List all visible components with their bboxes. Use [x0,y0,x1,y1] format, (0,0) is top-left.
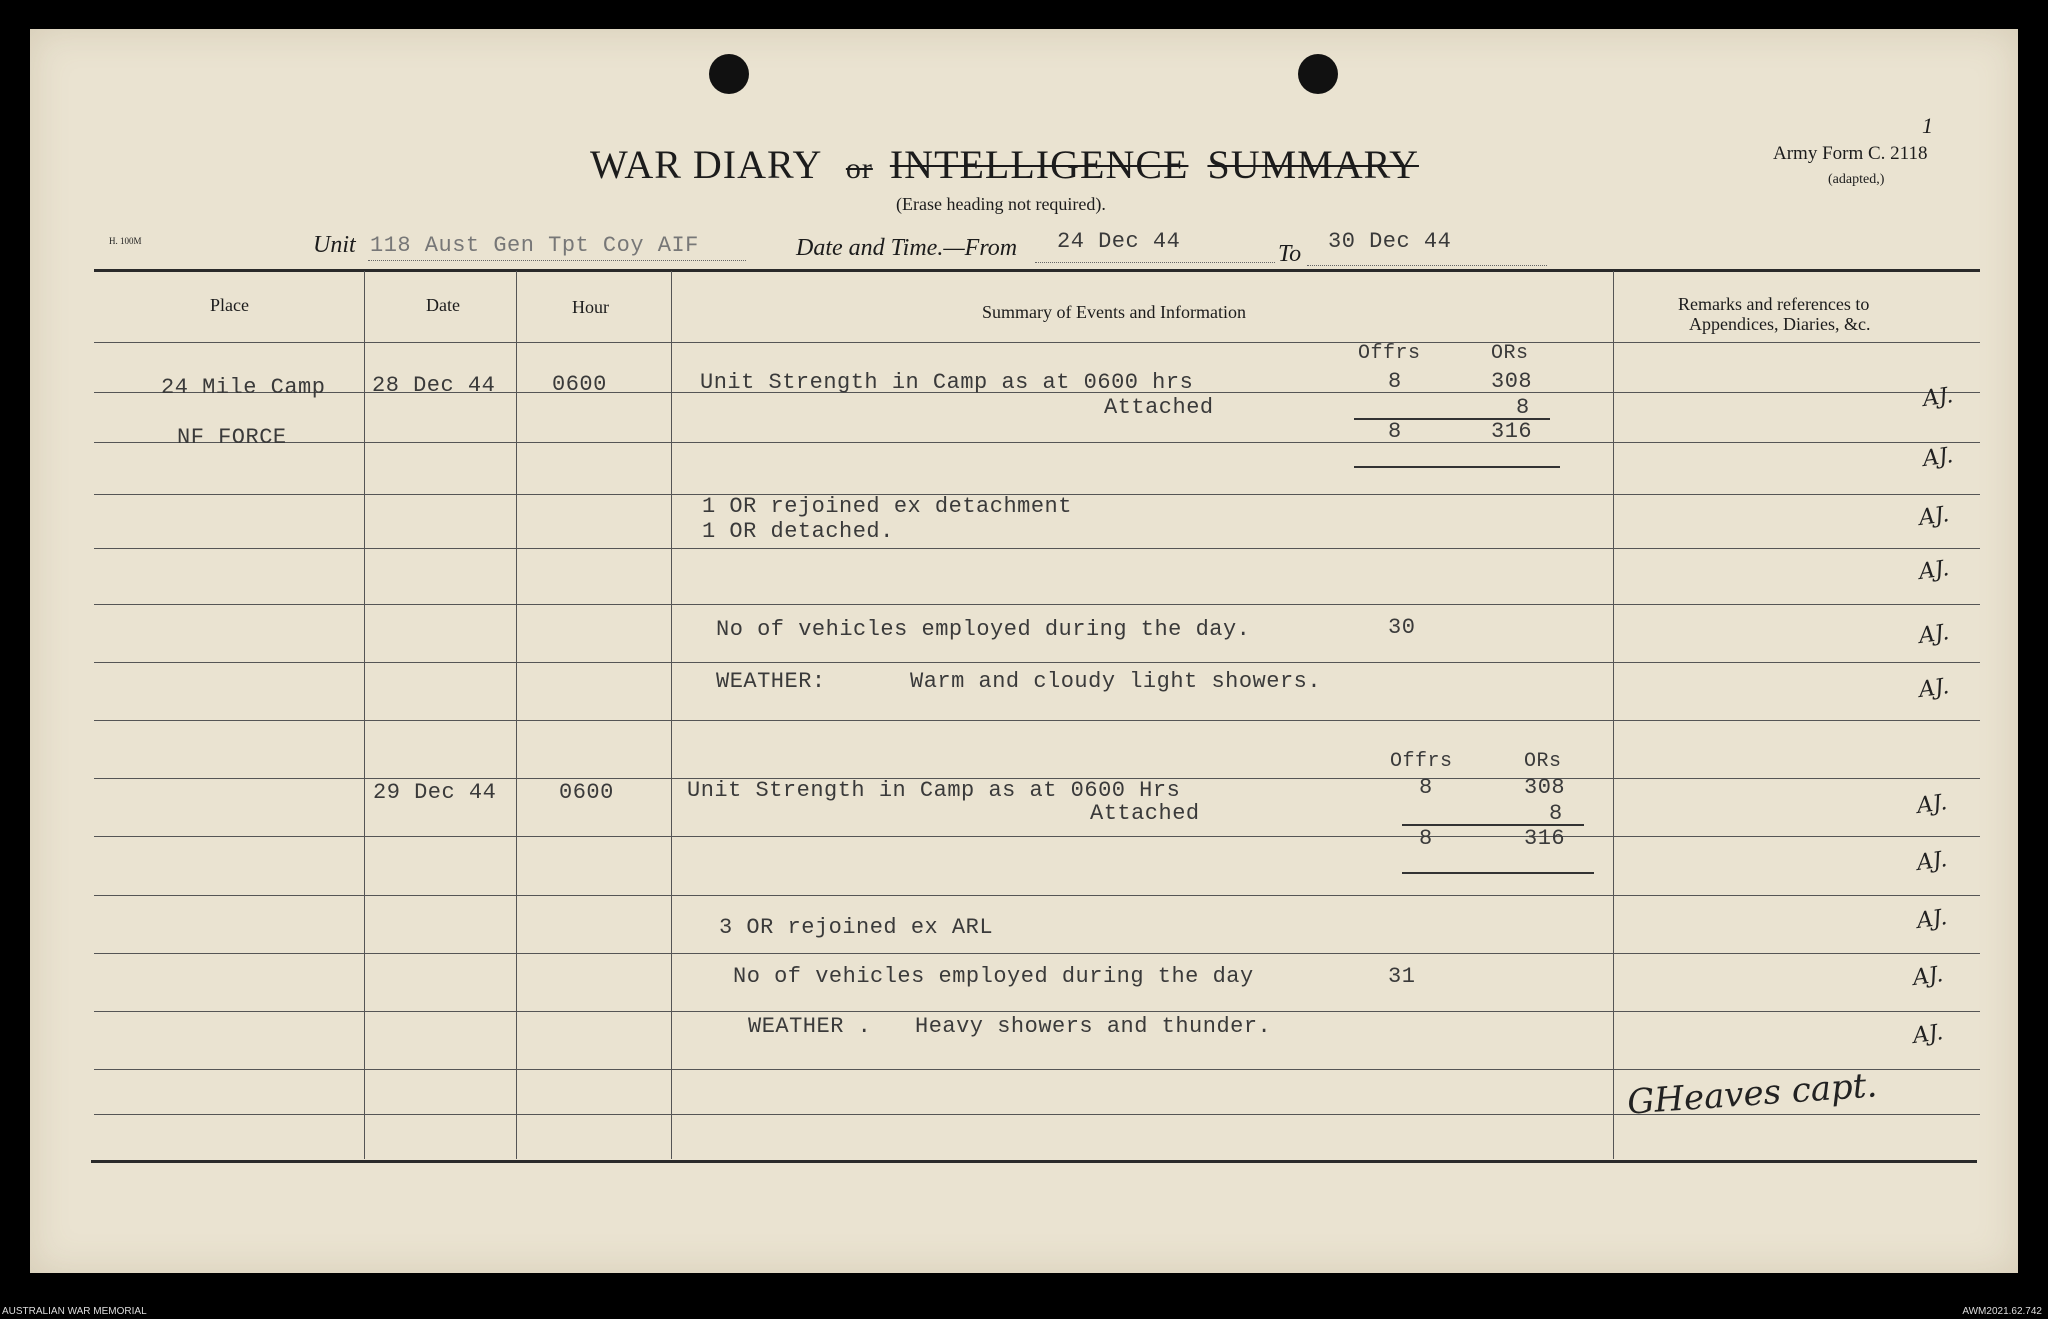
footer-archive-name: AUSTRALIAN WAR MEMORIAL [2,1306,147,1317]
entry1-note-rejoined: 1 OR rejoined ex detachment [702,494,1072,519]
entry1-total-ors: 316 [1491,419,1533,444]
erase-note: (Erase heading not required). [896,194,1106,214]
initials-mark: AJ. [1917,556,1951,585]
to-underline [1307,265,1547,266]
print-code: H. 100M [109,236,142,246]
entry2-weather-label: WEATHER . [748,1014,872,1039]
initials-mark: AJ. [1921,443,1955,472]
col-header-place: Place [210,295,249,315]
table-bottom-rule [91,1160,1977,1163]
ruled-line [94,442,1980,443]
ruled-line [94,548,1980,549]
initials-mark: AJ. [1921,383,1955,412]
entry2-total-offrs: 8 [1419,826,1433,851]
entry2-note-rejoined: 3 OR rejoined ex ARL [719,915,994,940]
initials-mark: AJ. [1917,620,1951,649]
to-date: 30 Dec 44 [1328,229,1452,254]
ruled-line [94,1069,1980,1070]
entry1-attached: Attached [1104,395,1214,420]
date-time-label: Date and Time.—From [796,235,1018,261]
entry1-ors: 308 [1491,369,1533,394]
entry1-strength-line: Unit Strength in Camp as at 0600 hrs [700,370,1194,395]
entry2-vehicles: No of vehicles employed during the day [733,964,1254,989]
ruled-line [94,662,1980,663]
initials-mark: AJ. [1917,502,1951,531]
ruled-line [94,836,1980,837]
from-underline [1035,262,1275,263]
war-diary-sheet [30,29,2018,1273]
entry1-total-offrs: 8 [1388,419,1402,444]
table-top-rule [94,269,1980,272]
unit-underline [368,260,746,261]
entry1-note-detached: 1 OR detached. [702,519,894,544]
entry1-attached-ors: 8 [1516,395,1530,420]
punch-hole-left [709,54,749,94]
ruled-line [94,342,1980,343]
entry1-date: 28 Dec 44 [372,373,496,398]
ruled-line [94,1011,1980,1012]
entry2-ors: 308 [1524,775,1566,800]
form-adapted: (adapted,) [1828,172,1885,187]
title-summary: SUMMARY [1207,142,1419,187]
entry2-weather: Heavy showers and thunder. [915,1014,1272,1039]
entry2-offrs-heading: Offrs [1390,750,1453,773]
entry1-weather: Warm and cloudy light showers. [910,669,1322,694]
col-header-date: Date [426,295,460,315]
col-divider-date [516,271,517,1159]
entry2-attached: Attached [1090,801,1200,826]
page-number: 1 [1922,113,1933,138]
col-divider-hour [671,271,672,1159]
col-header-remarks-2: Appendices, Diaries, &c. [1689,314,1871,334]
entry2-attached-ors: 8 [1549,801,1563,826]
unit-value: 118 Aust Gen Tpt Coy AIF [370,233,699,258]
entry2-vehicles-count: 31 [1388,964,1416,989]
entry1-weather-label: WEATHER: [716,669,826,694]
entry2-strength-line: Unit Strength in Camp as at 0600 Hrs [687,778,1181,803]
initials-mark: AJ. [1917,674,1951,703]
entry1-place: 24 Mile Camp [161,375,326,400]
entry1-ors-heading: ORs [1491,342,1529,365]
entry1-offrs: 8 [1388,369,1402,394]
ruled-line [94,895,1980,896]
col-divider-place [364,271,365,1159]
entry1-vehicles-count: 30 [1388,615,1416,640]
ruled-line [94,953,1980,954]
ruled-line [94,604,1980,605]
initials-mark: AJ. [1911,962,1945,991]
entry2-ors-heading: ORs [1524,750,1562,773]
initials-mark: AJ. [1915,790,1949,819]
initials-mark: AJ. [1915,847,1949,876]
page-title [590,141,1419,188]
form-number: Army Form C. 2118 [1773,143,1928,164]
entry2-total-rule [1402,872,1594,874]
title-war-diary: WAR DIARY [590,142,821,187]
entry2-date: 29 Dec 44 [373,780,497,805]
col-header-remarks-1: Remarks and references to [1678,294,1870,314]
entry1-offrs-heading: Offrs [1358,342,1421,365]
title-or: or [845,152,873,185]
footer-accession-number: AWM2021.62.742 [1962,1306,2042,1317]
entry1-hour: 0600 [552,372,607,397]
initials-mark: AJ. [1915,905,1949,934]
entry2-hour: 0600 [559,780,614,805]
ruled-line [94,720,1980,721]
punch-hole-right [1298,54,1338,94]
unit-label: Unit [313,232,356,258]
col-header-hour: Hour [572,297,609,317]
col-divider-summary [1613,271,1614,1159]
entry1-place-force: NF FORCE [177,425,287,450]
officer-signature: GHeaves capt. [1625,1065,1879,1123]
col-header-summary: Summary of Events and Information [982,302,1246,322]
entry1-vehicles: No of vehicles employed during the day. [716,617,1251,642]
from-date: 24 Dec 44 [1057,229,1181,254]
to-label: To [1278,241,1302,267]
title-intelligence: INTELLIGENCE [889,142,1189,187]
entry2-offrs: 8 [1419,775,1433,800]
initials-mark: AJ. [1911,1020,1945,1049]
entry2-total-ors: 316 [1524,826,1566,851]
entry1-total-rule [1354,466,1560,468]
